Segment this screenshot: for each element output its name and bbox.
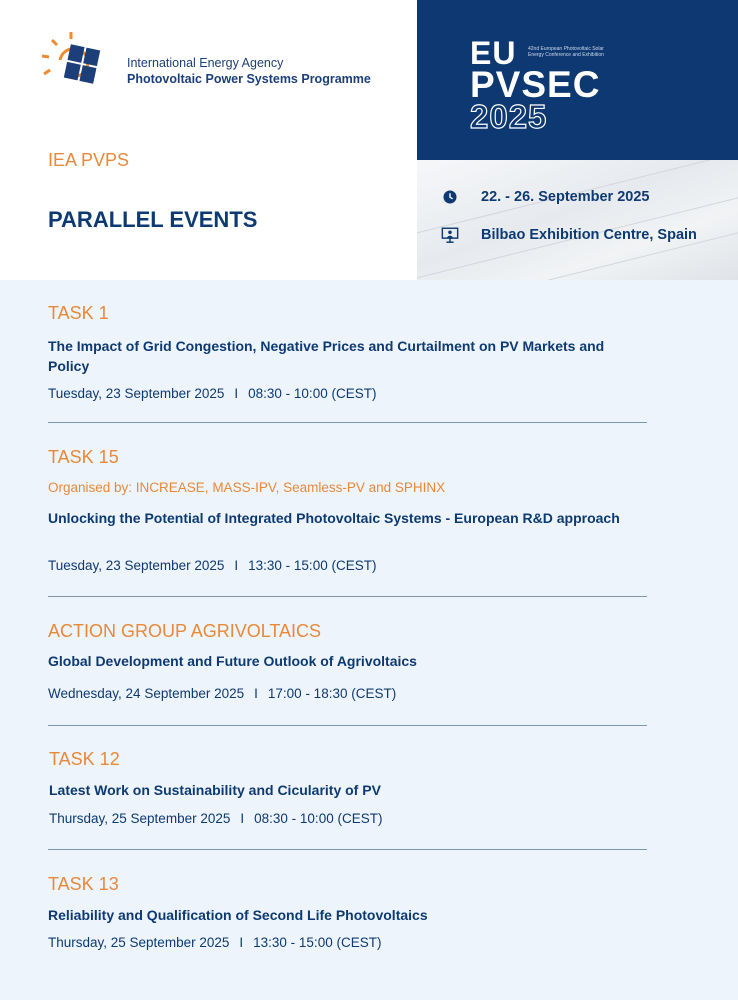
event-title: The Impact of Grid Congestion, Negative Prices and Curtailment on PV Markets and Policy	[48, 338, 605, 374]
event-schedule	[49, 810, 382, 828]
event-item	[48, 446, 648, 573]
event-schedule	[48, 557, 376, 575]
event-date: Thursday, 25 September 2025	[48, 935, 230, 950]
event-time: 17:00 - 18:30 (CEST)	[267, 686, 397, 701]
clock-icon	[441, 188, 459, 206]
event-time: 08:30 - 10:00 (CEST)	[254, 811, 383, 826]
logo-tagline: 42nd European Photovoltaic Solar Energy Conference and Exhibition	[528, 46, 604, 58]
event-date: Thursday, 25 September 2025	[49, 811, 231, 826]
separator: I	[234, 558, 239, 573]
event-organisers: Organised by: INCREASE, MASS-IPV, Seamless-PV and SPHINX	[48, 480, 446, 495]
separator: I	[240, 811, 245, 826]
event-title: Latest Work on Sustainability and Cicularity of PV	[49, 782, 381, 798]
event-item	[48, 620, 648, 701]
page-title: PARALLEL EVENTS	[48, 207, 258, 232]
event-item	[48, 873, 648, 950]
event-time: 13:30 - 15:00 (CEST)	[253, 935, 382, 950]
iea-pvps-logo-icon	[38, 30, 118, 104]
org-line-2: Photovoltaic Power Systems Programme	[127, 72, 371, 86]
venue-row	[441, 226, 697, 244]
event-time: 13:30 - 15:00 (CEST)	[248, 558, 377, 573]
event-date: Wednesday, 24 September 2025	[48, 686, 245, 701]
separator: I	[234, 386, 239, 401]
event-title: Global Development and Future Outlook of Agrivoltaics	[48, 653, 417, 669]
event-time: 08:30 - 10:00 (CEST)	[248, 386, 377, 401]
event-item	[48, 302, 648, 401]
event-title: Reliability and Qualification of Second Life Photovoltaics	[48, 907, 428, 923]
logo-pvsec: PVSEC	[470, 64, 601, 105]
dates-row	[441, 188, 649, 206]
event-schedule	[48, 685, 396, 703]
event-item	[49, 748, 649, 826]
event-task: TASK 13	[48, 874, 119, 894]
organization-name	[127, 55, 371, 87]
divider	[48, 596, 647, 597]
event-date: Tuesday, 23 September 2025	[48, 386, 225, 401]
event-title: Unlocking the Potential of Integrated Photovoltaic Systems - European R&D approach	[48, 510, 620, 526]
event-task: TASK 12	[49, 749, 120, 769]
divider	[48, 422, 647, 423]
event-date: Tuesday, 23 September 2025	[48, 558, 225, 573]
org-line-1: International Energy Agency	[127, 56, 284, 70]
event-task: TASK 1	[48, 303, 109, 323]
event-task: ACTION GROUP AGRIVOLTAICS	[48, 621, 322, 641]
presentation-screen-icon	[441, 226, 459, 244]
divider	[48, 725, 647, 726]
iea-pvps-label: IEA PVPS	[48, 150, 130, 170]
event-task: TASK 15	[48, 447, 119, 467]
logo-eu: EU	[470, 35, 517, 71]
separator: I	[239, 935, 244, 950]
event-schedule	[48, 934, 381, 952]
divider	[48, 849, 647, 850]
separator: I	[254, 686, 258, 701]
conference-info-panel	[417, 160, 738, 280]
logo-year: 2025	[470, 98, 548, 135]
event-schedule	[48, 385, 376, 403]
event-venue: Bilbao Exhibition Centre, Spain	[481, 227, 697, 243]
event-dates: 22. - 26. September 2025	[481, 189, 650, 205]
